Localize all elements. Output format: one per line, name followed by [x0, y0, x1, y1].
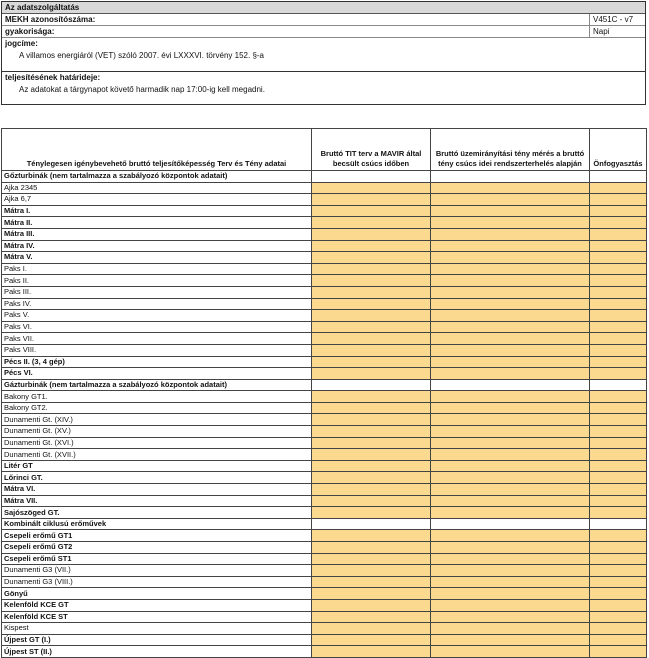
tit-plan-cell[interactable] — [312, 437, 431, 449]
self-consumption-cell[interactable] — [590, 182, 647, 194]
actual-measure-cell — [431, 171, 590, 183]
actual-measure-cell[interactable] — [431, 240, 590, 252]
tit-plan-cell[interactable] — [312, 356, 431, 368]
id-row — [2, 14, 645, 26]
unit-label: Dunamenti Gt. (XVI.) — [2, 437, 312, 449]
self-consumption-cell[interactable] — [590, 426, 647, 438]
tit-plan-cell[interactable] — [312, 194, 431, 206]
table-row — [2, 553, 647, 565]
table-row — [2, 437, 647, 449]
tit-plan-cell[interactable] — [312, 321, 431, 333]
actual-measure-cell[interactable] — [431, 333, 590, 345]
tit-plan-cell[interactable] — [312, 310, 431, 322]
unit-label: Dunamenti Gt. (XIV.) — [2, 414, 312, 426]
table-row — [2, 599, 647, 611]
tit-plan-cell[interactable] — [312, 391, 431, 403]
actual-measure-cell[interactable] — [431, 588, 590, 600]
tit-plan-cell[interactable] — [312, 576, 431, 588]
self-consumption-cell[interactable] — [590, 576, 647, 588]
actual-measure-cell[interactable] — [431, 623, 590, 635]
unit-label: Bakony GT2. — [2, 402, 312, 414]
unit-label: Kelenföld KCE GT — [2, 599, 312, 611]
self-consumption-cell[interactable] — [590, 634, 647, 646]
self-consumption-cell[interactable] — [590, 623, 647, 635]
info-box — [1, 1, 646, 105]
unit-label: Gönyű — [2, 588, 312, 600]
tit-plan-cell[interactable] — [312, 368, 431, 380]
id-value: V451C - v7 — [589, 14, 645, 25]
unit-label: Csepeli erőmű GT2 — [2, 542, 312, 554]
actual-measure-cell[interactable] — [431, 611, 590, 623]
table-row — [2, 356, 647, 368]
tit-plan-cell[interactable] — [312, 298, 431, 310]
table-row — [2, 402, 647, 414]
actual-measure-cell[interactable] — [431, 542, 590, 554]
actual-measure-cell[interactable] — [431, 275, 590, 287]
unit-label: Kelenföld KCE ST — [2, 611, 312, 623]
self-consumption-cell[interactable] — [590, 449, 647, 461]
actual-measure-cell[interactable] — [431, 553, 590, 565]
unit-label: Lőrinci GT. — [2, 472, 312, 484]
table-row — [2, 228, 647, 240]
section-label: Gázturbinák (nem tartalmazza a szabályozó központok adatait) — [2, 379, 312, 391]
table-row — [2, 217, 647, 229]
table-row — [2, 194, 647, 206]
table-row — [2, 368, 647, 380]
tit-plan-cell[interactable] — [312, 611, 431, 623]
actual-measure-cell[interactable] — [431, 576, 590, 588]
tit-plan-cell[interactable] — [312, 530, 431, 542]
tit-plan-cell[interactable] — [312, 263, 431, 275]
self-consumption-cell[interactable] — [590, 217, 647, 229]
actual-measure-cell[interactable] — [431, 437, 590, 449]
self-consumption-cell[interactable] — [590, 310, 647, 322]
self-consumption-cell[interactable] — [590, 542, 647, 554]
tit-plan-cell[interactable] — [312, 275, 431, 287]
tit-plan-cell[interactable] — [312, 449, 431, 461]
self-consumption-cell[interactable] — [590, 344, 647, 356]
tit-plan-cell[interactable] — [312, 599, 431, 611]
law-label: jogcíme: — [5, 39, 38, 48]
self-consumption-cell[interactable] — [590, 240, 647, 252]
table-row — [2, 460, 647, 472]
unit-label: Mátra I. — [2, 205, 312, 217]
tit-plan-cell[interactable] — [312, 402, 431, 414]
self-consumption-cell — [590, 171, 647, 183]
actual-measure-cell[interactable] — [431, 182, 590, 194]
table-row — [2, 507, 647, 519]
table-row — [2, 611, 647, 623]
table-row — [2, 205, 647, 217]
deadline-label: teljesítésének határideje: — [5, 73, 101, 82]
freq-label: gyakorisága: — [5, 27, 55, 36]
unit-label: Paks IV. — [2, 298, 312, 310]
tit-plan-cell[interactable] — [312, 414, 431, 426]
unit-label: Dunamenti Gt. (XVII.) — [2, 449, 312, 461]
self-consumption-cell[interactable] — [590, 275, 647, 287]
actual-measure-cell[interactable] — [431, 286, 590, 298]
self-consumption-cell[interactable] — [590, 553, 647, 565]
unit-label: Paks V. — [2, 310, 312, 322]
info-title: Az adatszolgáltatás — [2, 2, 645, 14]
table-row — [2, 542, 647, 554]
self-consumption-cell[interactable] — [590, 402, 647, 414]
actual-measure-cell — [431, 379, 590, 391]
unit-label: Dunamenti G3 (VIII.) — [2, 576, 312, 588]
actual-measure-cell[interactable] — [431, 565, 590, 577]
self-consumption-cell[interactable] — [590, 599, 647, 611]
table-row — [2, 576, 647, 588]
self-consumption-cell[interactable] — [590, 588, 647, 600]
self-consumption-cell[interactable] — [590, 611, 647, 623]
header-actual-measure: Bruttó üzemirányítási tény mérés a bruttó tény csúcs idei rendszerterhelés alapján — [431, 129, 590, 171]
unit-label: Csepeli erőmű ST1 — [2, 553, 312, 565]
self-consumption-cell[interactable] — [590, 321, 647, 333]
actual-measure-cell[interactable] — [431, 391, 590, 403]
unit-label: Paks VI. — [2, 321, 312, 333]
tit-plan-cell — [312, 379, 431, 391]
self-consumption-cell[interactable] — [590, 205, 647, 217]
actual-measure-cell[interactable] — [431, 368, 590, 380]
unit-label: Mátra VII. — [2, 495, 312, 507]
actual-measure-cell[interactable] — [431, 298, 590, 310]
self-consumption-cell[interactable] — [590, 194, 647, 206]
table-row — [2, 623, 647, 635]
unit-label: Csepeli erőmű GT1 — [2, 530, 312, 542]
table-row — [2, 344, 647, 356]
section-row — [2, 518, 647, 530]
self-consumption-cell[interactable] — [590, 228, 647, 240]
tit-plan-cell[interactable] — [312, 623, 431, 635]
tit-plan-cell[interactable] — [312, 217, 431, 229]
unit-label: Paks VII. — [2, 333, 312, 345]
self-consumption-cell[interactable] — [590, 460, 647, 472]
self-consumption-cell[interactable] — [590, 472, 647, 484]
self-consumption-cell[interactable] — [590, 437, 647, 449]
actual-measure-cell[interactable] — [431, 344, 590, 356]
actual-measure-cell[interactable] — [431, 414, 590, 426]
tit-plan-cell[interactable] — [312, 182, 431, 194]
tit-plan-cell[interactable] — [312, 507, 431, 519]
tit-plan-cell[interactable] — [312, 553, 431, 565]
unit-label: Paks II. — [2, 275, 312, 287]
unit-label: Pécs VI. — [2, 368, 312, 380]
unit-label: Mátra V. — [2, 252, 312, 264]
tit-plan-cell[interactable] — [312, 333, 431, 345]
actual-measure-cell — [431, 518, 590, 530]
actual-measure-cell[interactable] — [431, 495, 590, 507]
actual-measure-cell[interactable] — [431, 402, 590, 414]
unit-label: Ajka 6,7 — [2, 194, 312, 206]
freq-value: Napi — [589, 26, 645, 37]
tit-plan-cell[interactable] — [312, 252, 431, 264]
tit-plan-cell[interactable] — [312, 286, 431, 298]
actual-measure-cell[interactable] — [431, 507, 590, 519]
table-row — [2, 391, 647, 403]
actual-measure-cell[interactable] — [431, 634, 590, 646]
unit-label: Újpest ST (II.) — [2, 646, 312, 658]
actual-measure-cell[interactable] — [431, 252, 590, 264]
id-label: MEKH azonosítószáma: — [5, 15, 96, 24]
actual-measure-cell[interactable] — [431, 228, 590, 240]
deadline-text: Az adatokat a tárgynapot követő harmadik nap 17:00-ig kell megadni. — [19, 85, 265, 94]
table-row — [2, 286, 647, 298]
table-row — [2, 530, 647, 542]
actual-measure-cell[interactable] — [431, 599, 590, 611]
tit-plan-cell[interactable] — [312, 344, 431, 356]
unit-label: Kispest — [2, 623, 312, 635]
law-text: A villamos energiáról (VET) szóló 2007. évi LXXXVI. törvény 152. §-a — [19, 51, 265, 60]
table-row — [2, 449, 647, 461]
section-label: Kombinált ciklusú erőművek — [2, 518, 312, 530]
table-row — [2, 426, 647, 438]
unit-label: Mátra III. — [2, 228, 312, 240]
tit-plan-cell[interactable] — [312, 228, 431, 240]
table-row — [2, 182, 647, 194]
unit-label: Mátra II. — [2, 217, 312, 229]
tit-plan-cell[interactable] — [312, 205, 431, 217]
actual-measure-cell[interactable] — [431, 205, 590, 217]
header-unit: Ténylegesen igénybevehető bruttó teljesítőképesség Terv és Tény adatai — [2, 129, 312, 171]
self-consumption-cell[interactable] — [590, 565, 647, 577]
table-row — [2, 275, 647, 287]
tit-plan-cell[interactable] — [312, 588, 431, 600]
table-row — [2, 414, 647, 426]
tit-plan-cell[interactable] — [312, 565, 431, 577]
self-consumption-cell[interactable] — [590, 391, 647, 403]
tit-plan-cell — [312, 171, 431, 183]
actual-measure-cell[interactable] — [431, 217, 590, 229]
unit-label: Bakony GT1. — [2, 391, 312, 403]
unit-label: Mátra VI. — [2, 484, 312, 496]
actual-measure-cell[interactable] — [431, 310, 590, 322]
table-row — [2, 484, 647, 496]
tit-plan-cell[interactable] — [312, 495, 431, 507]
actual-measure-cell[interactable] — [431, 484, 590, 496]
table-header-row — [2, 129, 647, 171]
tit-plan-cell[interactable] — [312, 542, 431, 554]
self-consumption-cell[interactable] — [590, 507, 647, 519]
unit-label: Pécs II. (3, 4 gép) — [2, 356, 312, 368]
table-row — [2, 565, 647, 577]
unit-label: Mátra IV. — [2, 240, 312, 252]
actual-measure-cell[interactable] — [431, 426, 590, 438]
tit-plan-cell[interactable] — [312, 426, 431, 438]
table-row — [2, 298, 647, 310]
actual-measure-cell[interactable] — [431, 321, 590, 333]
header-tit-plan: Bruttó TIT terv a MAVIR által becsült csúcs időben — [312, 129, 431, 171]
tit-plan-cell[interactable] — [312, 634, 431, 646]
actual-measure-cell[interactable] — [431, 460, 590, 472]
table-row — [2, 472, 647, 484]
table-row — [2, 588, 647, 600]
tit-plan-cell[interactable] — [312, 460, 431, 472]
self-consumption-cell[interactable] — [590, 414, 647, 426]
table-row — [2, 310, 647, 322]
table-row — [2, 240, 647, 252]
self-consumption-cell[interactable] — [590, 286, 647, 298]
section-label: Gőzturbinák (nem tartalmazza a szabályozó központok adatait) — [2, 171, 312, 183]
header-self-consumption: Önfogyasztás — [590, 129, 647, 171]
unit-label: Dunamenti G3 (VII.) — [2, 565, 312, 577]
table-row — [2, 495, 647, 507]
unit-label: Paks III. — [2, 286, 312, 298]
section-row — [2, 171, 647, 183]
table-row — [2, 263, 647, 275]
unit-label: Újpest GT (I.) — [2, 634, 312, 646]
self-consumption-cell[interactable] — [590, 530, 647, 542]
unit-label: Paks I. — [2, 263, 312, 275]
actual-measure-cell[interactable] — [431, 449, 590, 461]
self-consumption-cell[interactable] — [590, 484, 647, 496]
tit-plan-cell[interactable] — [312, 484, 431, 496]
self-consumption-cell — [590, 518, 647, 530]
self-consumption-cell[interactable] — [590, 495, 647, 507]
unit-label: Ajka 2345 — [2, 182, 312, 194]
unit-label: Sajószöged GT. — [2, 507, 312, 519]
deadline-row — [2, 72, 645, 106]
section-row — [2, 379, 647, 391]
self-consumption-cell — [590, 379, 647, 391]
self-consumption-cell[interactable] — [590, 252, 647, 264]
self-consumption-cell[interactable] — [590, 263, 647, 275]
actual-measure-cell[interactable] — [431, 356, 590, 368]
law-row — [2, 38, 645, 72]
actual-measure-cell[interactable] — [431, 263, 590, 275]
actual-measure-cell[interactable] — [431, 472, 590, 484]
tit-plan-cell[interactable] — [312, 240, 431, 252]
unit-label: Dunamenti Gt. (XV.) — [2, 426, 312, 438]
tit-plan-cell[interactable] — [312, 472, 431, 484]
actual-measure-cell[interactable] — [431, 530, 590, 542]
self-consumption-cell[interactable] — [590, 356, 647, 368]
table-row — [2, 252, 647, 264]
capacity-table — [1, 128, 647, 658]
table-row — [2, 321, 647, 333]
unit-label: Litér GT — [2, 460, 312, 472]
unit-label: Paks VIII. — [2, 344, 312, 356]
table-row — [2, 333, 647, 345]
self-consumption-cell[interactable] — [590, 333, 647, 345]
actual-measure-cell[interactable] — [431, 194, 590, 206]
freq-row — [2, 26, 645, 38]
table-row — [2, 634, 647, 646]
tit-plan-cell — [312, 518, 431, 530]
self-consumption-cell[interactable] — [590, 368, 647, 380]
self-consumption-cell[interactable] — [590, 298, 647, 310]
